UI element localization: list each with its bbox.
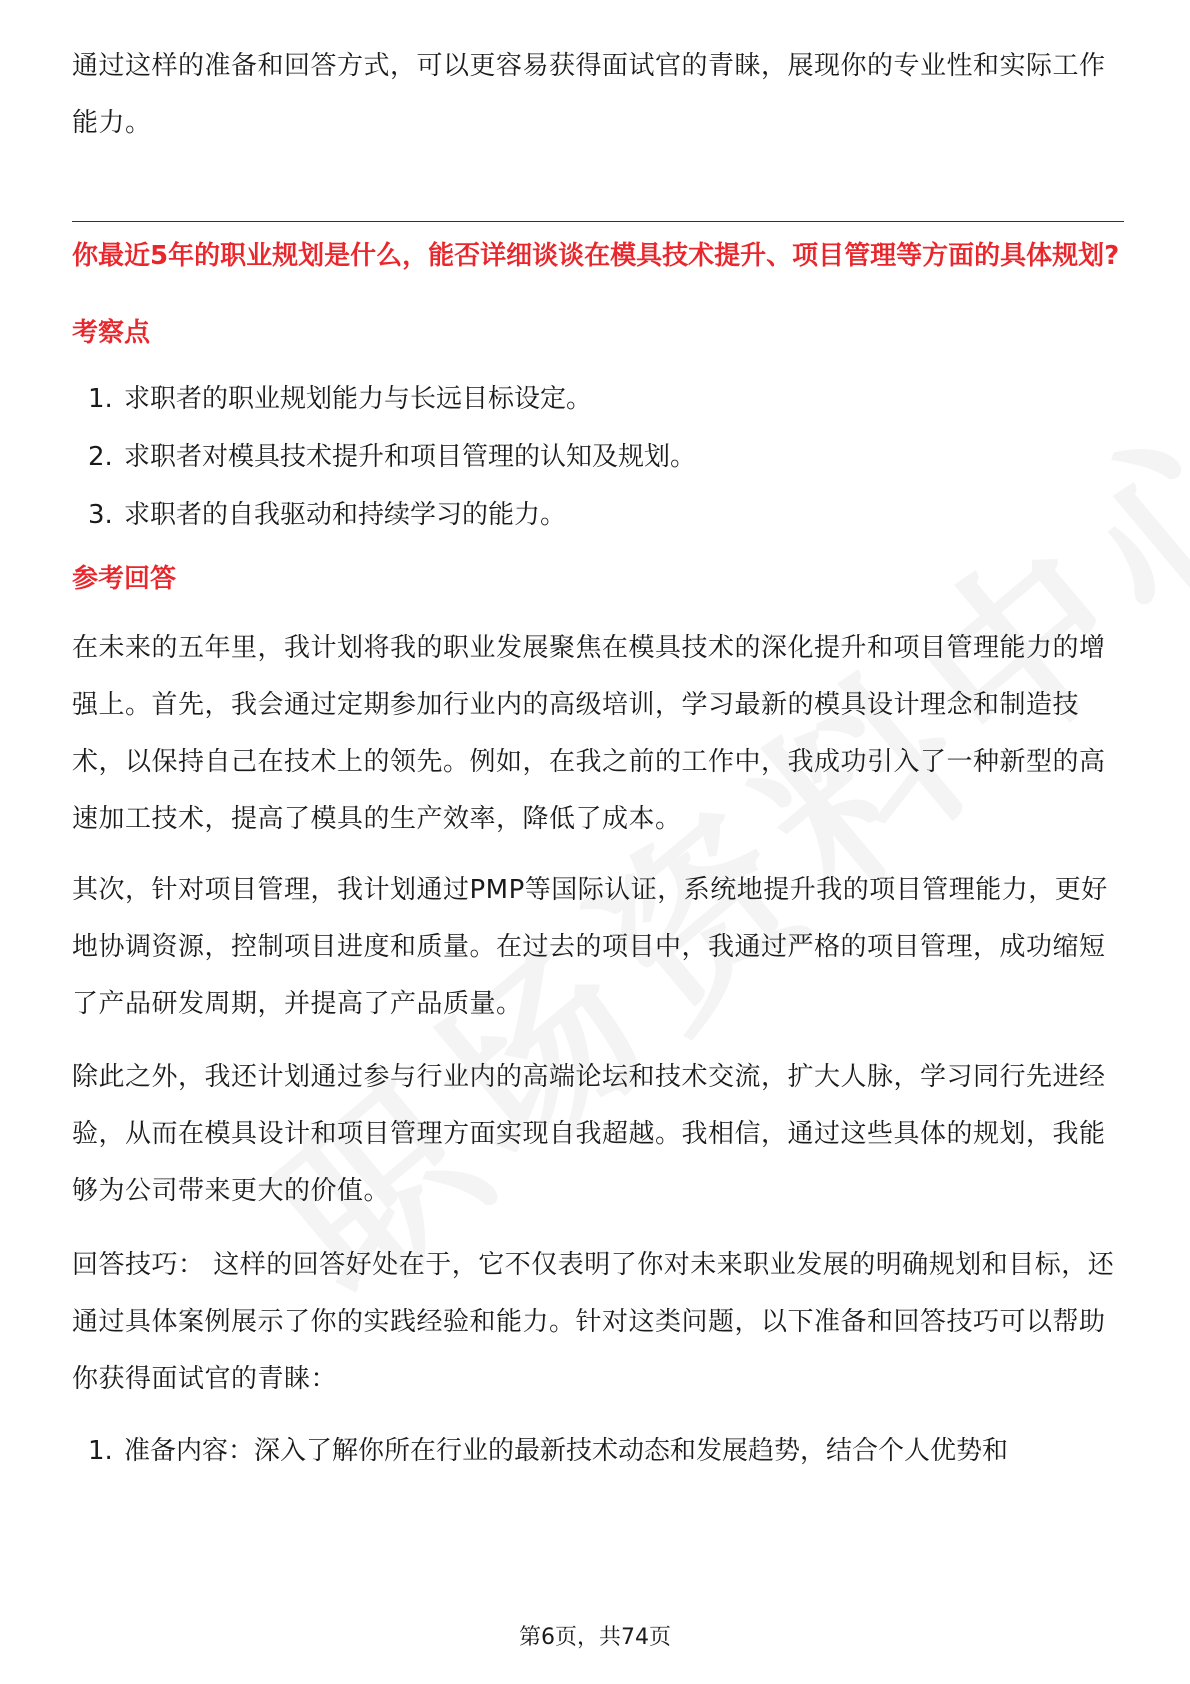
answer-paragraph-2-block — [72, 862, 1122, 1033]
list-item-number: 1. — [88, 1436, 113, 1466]
points-section-title: 考察点 — [72, 318, 151, 348]
list-item-text: 准备内容：深入了解你所在行业的最新技术动态和发展趋势，结合个人优势和 — [124, 1436, 1009, 1466]
answer-tips-paragraph-block — [72, 1237, 1122, 1408]
answer-section-title: 参考回答 — [72, 564, 177, 594]
list-item — [72, 428, 1122, 486]
list-item-text: 求职者的自我驱动和持续学习的能力。 — [124, 500, 567, 530]
list-item-number: 2. — [88, 442, 113, 472]
points-list — [72, 370, 1122, 544]
list-item-number: 1. — [88, 384, 113, 414]
question-heading: 你最近5年的职业规划是什么，能否详细谈谈在模具技术提升、项目管理等方面的具体规划? — [72, 241, 1120, 271]
list-item-number: 3. — [88, 500, 113, 530]
tips-list — [72, 1422, 1122, 1480]
page-footer: 第6页，共74页 — [519, 1625, 671, 1650]
answer-tips-paragraph: 回答技巧： 这样的回答好处在于，它不仅表明了你对未来职业发展的明确规划和目标，还通过具体案例展示了你的实践经验和能力。针对这类问题，以下准备和回答技巧可以帮助你获得面试官的青睐： — [72, 1250, 1115, 1394]
answer-paragraph-3-block — [72, 1049, 1122, 1220]
answer-paragraph-1-block — [72, 620, 1122, 848]
list-item-text: 求职者对模具技术提升和项目管理的认知及规划。 — [124, 442, 697, 472]
intro-paragraph-block — [72, 38, 1122, 152]
list-item — [72, 1422, 1122, 1480]
answer-paragraph: 其次，针对项目管理，我计划通过PMP等国际认证，系统地提升我的项目管理能力，更好地协调资源，控制项目进度和质量。在过去的项目中，我通过严格的项目管理，成功缩短了产品研发周期，并提高了产品质量。 — [72, 875, 1108, 1019]
list-item-text: 求职者的职业规划能力与长远目标设定。 — [124, 384, 593, 414]
answer-paragraph: 除此之外，我还计划通过参与行业内的高端论坛和技术交流，扩大人脉，学习同行先进经验，从而在模具设计和项目管理方面实现自我超越。我相信，通过这些具体的规划，我能够为公司带来更大的价值。 — [72, 1062, 1106, 1206]
list-item — [72, 486, 1122, 544]
section-divider — [72, 221, 1124, 222]
list-item — [72, 370, 1122, 428]
intro-paragraph: 通过这样的准备和回答方式，可以更容易获得面试官的青睐，展现你的专业性和实际工作能力。 — [72, 51, 1106, 138]
answer-paragraph: 在未来的五年里，我计划将我的职业发展聚焦在模具技术的深化提升和项目管理能力的增强上。首先，我会通过定期参加行业内的高级培训，学习最新的模具设计理念和制造技术，以保持自己在技术上的领先。例如，在我之前的工作中，我成功引入了一种新型的高速加工技术，提高了模具的生产效率，降低了成本。 — [72, 633, 1106, 834]
